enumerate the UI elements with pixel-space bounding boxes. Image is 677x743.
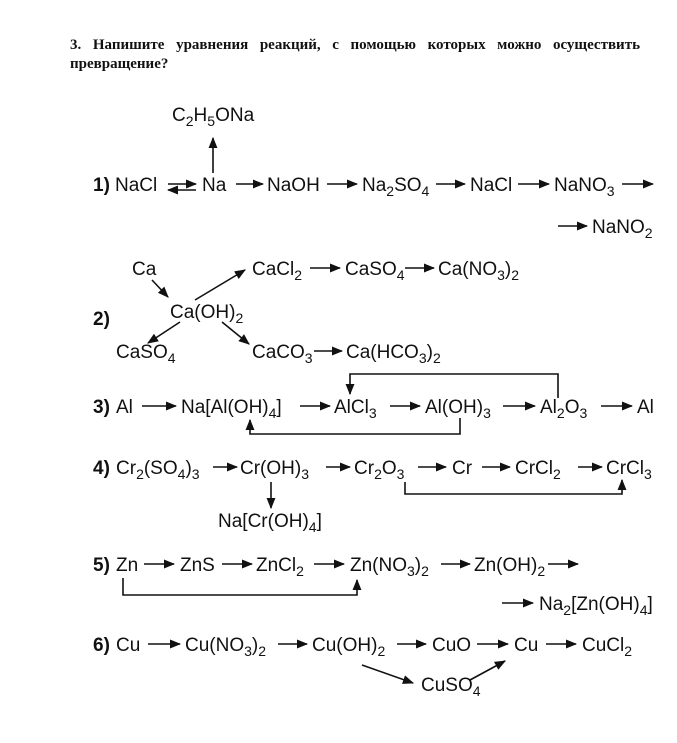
- scheme-5-species-1: Zn: [116, 555, 139, 576]
- scheme-1-species-8: C2H5ONa: [172, 105, 255, 129]
- reaction-arrow-30: [405, 480, 622, 494]
- reaction-arrow-11: [195, 270, 245, 300]
- scheme-6-species-1: Cu: [116, 635, 141, 656]
- scheme-3-species-3: AlCl3: [334, 397, 377, 421]
- scheme-6-species-4: CuO: [432, 635, 472, 656]
- scheme-4-species-3: Cr2O3: [354, 458, 405, 482]
- scheme-4-species-4: Cr: [452, 458, 473, 479]
- scheme-4-species-1: Cr2(SO4)3: [116, 458, 200, 482]
- scheme-2-species-1: Ca: [132, 259, 157, 280]
- scheme-1-number: 1): [93, 175, 110, 196]
- task-number: 3.: [70, 37, 82, 53]
- scheme-6-species-6: CuCl2: [582, 635, 633, 659]
- scheme-4-number: 4): [93, 458, 110, 479]
- scheme-3-species-4: Al(OH)3: [425, 397, 491, 421]
- reaction-arrow-22: [350, 374, 558, 398]
- scheme-5-number: 5): [93, 555, 110, 576]
- scheme-5-species-4: Zn(NO3)2: [350, 555, 429, 579]
- scheme-6-species-3: Cu(OH)2: [312, 635, 386, 659]
- reaction-arrow-12: [148, 322, 180, 343]
- scheme-2-species-7: CaCO3: [252, 342, 313, 366]
- scheme-2-species-8: Ca(HCO3)2: [346, 342, 441, 366]
- scheme-4-species-2: Cr(OH)3: [240, 458, 309, 482]
- scheme-4-species-5: CrCl2: [515, 458, 561, 482]
- scheme-3-species-6: Al: [637, 397, 654, 418]
- scheme-1-species-5: NaCl: [470, 175, 513, 196]
- scheme-6-species-5: Cu: [514, 635, 539, 656]
- reaction-arrow-43: [362, 665, 413, 683]
- scheme-5-species-6: Na2[Zn(OH)4]: [539, 594, 653, 618]
- scheme-5-species-2: ZnS: [180, 555, 215, 576]
- scheme-5-species-5: Zn(OH)2: [474, 555, 546, 579]
- scheme-2-species-2: Ca(OH)2: [170, 302, 244, 326]
- reaction-arrow-44: [470, 661, 505, 680]
- reaction-arrow-10: [152, 280, 168, 297]
- scheme-1-species-1: NaCl: [115, 175, 158, 196]
- scheme-1-species-6: NaNO3: [554, 175, 615, 199]
- scheme-5-species-3: ZnCl2: [256, 555, 304, 579]
- scheme-6-species-2: Cu(NO3)2: [185, 635, 267, 659]
- scheme-4-species-7: Na[Cr(OH)4]: [218, 511, 322, 535]
- scheme-1-species-4: Na2SO4: [362, 175, 430, 199]
- scheme-2-species-6: Ca(NO3)2: [438, 259, 520, 283]
- scheme-6-species-7: CuSO4: [421, 675, 481, 699]
- scheme-3-species-2: Na[Al(OH)4]: [181, 397, 282, 421]
- scheme-2-species-3: CaSO4: [116, 342, 176, 366]
- reaction-arrow-23: [250, 418, 460, 434]
- scheme-1-species-2: Na: [202, 175, 227, 196]
- scheme-2-species-4: CaCl2: [252, 259, 303, 283]
- scheme-1-species-7: NaNO2: [592, 217, 653, 241]
- scheme-4-species-6: CrCl3: [606, 458, 652, 482]
- scheme-3-species-5: Al2O3: [540, 397, 588, 421]
- scheme-1-species-3: NaOH: [267, 175, 320, 196]
- scheme-3-species-1: Al: [116, 397, 133, 418]
- task-text: Напишите уравнения реакций, с помощью которых можно осуществить превращение?: [70, 37, 640, 72]
- scheme-2-number: 2): [93, 309, 110, 330]
- reaction-arrow-37: [123, 578, 357, 595]
- scheme-6-number: 6): [93, 635, 110, 656]
- scheme-2-species-5: CaSO4: [345, 259, 405, 283]
- scheme-3-number: 3): [93, 397, 110, 418]
